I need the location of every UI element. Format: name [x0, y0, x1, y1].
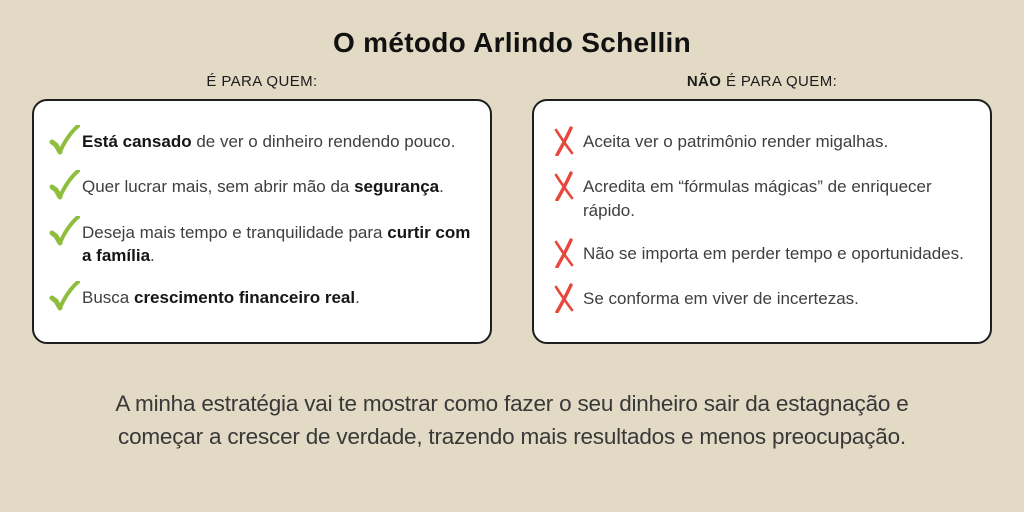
pros-header — [32, 73, 492, 90]
cons-header — [532, 73, 992, 90]
list-item — [548, 130, 974, 156]
check-icon — [48, 216, 80, 248]
list-item — [548, 287, 974, 313]
page-title: O método Arlindo Schellin — [332, 27, 692, 58]
item-text: Deseja mais tempo e tranquilidade para curtir com a família. — [82, 222, 471, 266]
list-item — [48, 286, 474, 313]
list-item — [548, 175, 974, 222]
list-item — [48, 130, 474, 157]
item-text: Quer lucrar mais, sem abrir mão da segurança. — [82, 177, 444, 197]
list-item — [548, 242, 974, 268]
cons-header-label: É PARA QUEM: — [721, 73, 838, 90]
item-text: Aceita ver o patrimônio render migalhas. — [583, 132, 889, 152]
item-text: Acredita em “fórmulas mágicas” de enriquecer rápido. — [583, 177, 932, 220]
footer-line: A minha estratégia vai te mostrar como fazer o seu dinheiro sair da estagnação e — [115, 391, 909, 416]
item-text: Está cansado de ver o dinheiro rendendo pouco. — [82, 131, 456, 151]
cons-header-bold: NÃO — [686, 73, 722, 90]
cross-icon — [552, 238, 576, 268]
item-text: Não se importa em perder tempo e oportunidades. — [583, 243, 964, 263]
cons-column — [532, 73, 992, 344]
cross-icon — [552, 283, 576, 313]
pros-panel — [32, 99, 492, 344]
cross-icon — [552, 171, 576, 201]
pros-header-label: É PARA QUEM: — [206, 73, 318, 90]
list-item — [48, 175, 474, 202]
pros-column — [32, 73, 492, 344]
check-icon — [48, 170, 80, 202]
list-item — [48, 221, 474, 268]
check-icon — [48, 281, 80, 313]
footer-text — [0, 388, 1024, 453]
footer-line: começar a crescer de verdade, trazendo mais resultados e menos preocupação. — [118, 423, 906, 449]
check-icon — [48, 125, 80, 157]
cons-panel — [532, 99, 992, 344]
cross-icon — [552, 126, 576, 156]
comparison-columns — [0, 73, 1024, 344]
item-text: Busca crescimento financeiro real. — [82, 288, 360, 308]
item-text: Se conforma em viver de incertezas. — [583, 288, 859, 308]
